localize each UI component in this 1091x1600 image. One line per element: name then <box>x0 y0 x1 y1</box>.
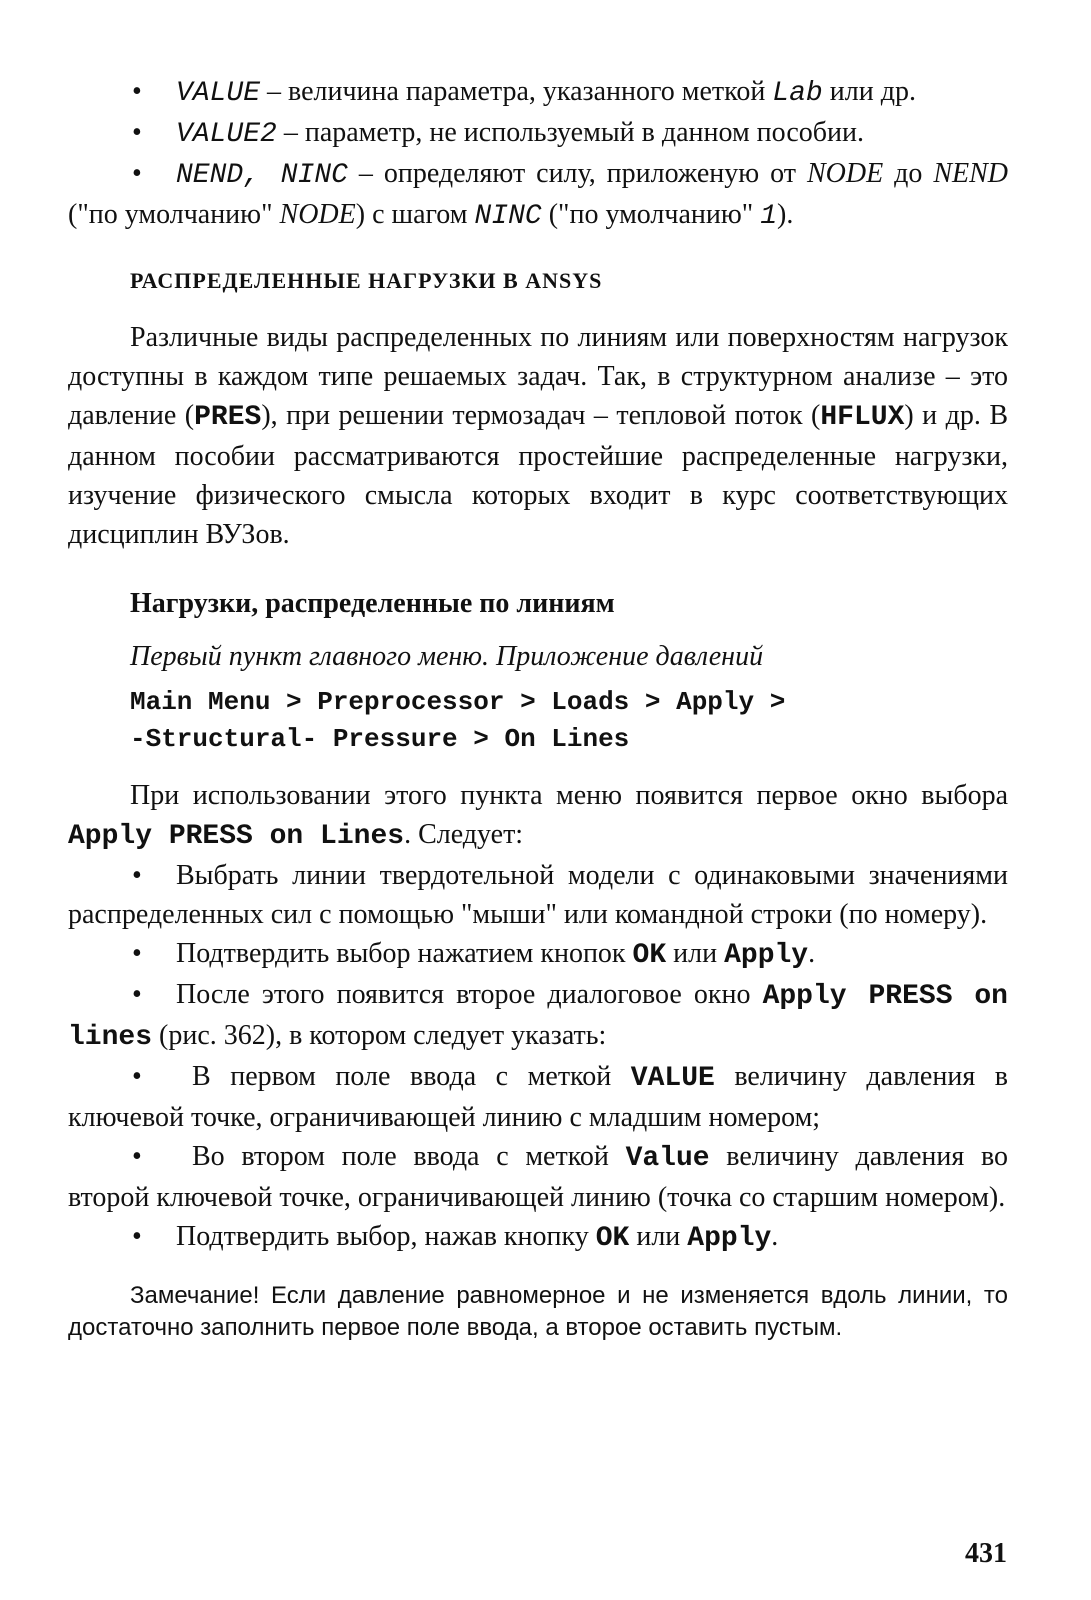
bullet-text: ("по умолчанию" <box>68 199 280 230</box>
bullet-dot: • <box>132 938 142 969</box>
code-apply: Apply <box>687 1223 772 1254</box>
step-text: В первом поле ввода с меткой <box>192 1061 631 1092</box>
code-apply-press-lines: Apply PRESS on lines <box>68 981 1008 1053</box>
separator: – <box>260 76 289 107</box>
bullet-text: до <box>883 158 934 189</box>
step-text: величину давления в ключевой точке, ограничивающей линию с младшим номером; <box>68 1061 1008 1133</box>
bullet-dot: • <box>132 158 142 189</box>
bullet-dot: • <box>132 860 142 891</box>
bullet-dot: • <box>132 1141 142 1172</box>
code-apply: Apply <box>724 940 809 971</box>
bullet-dot: • <box>132 1221 142 1252</box>
code-hflux: HFLUX <box>820 402 905 433</box>
separator: – <box>276 117 305 148</box>
step-text: или <box>629 1221 688 1252</box>
step-item <box>68 934 1008 975</box>
step-text: Подтвердить выбор, нажав кнопку <box>176 1221 596 1252</box>
bullet-value <box>68 72 1008 113</box>
bullet-dot: • <box>132 979 142 1010</box>
term-value: VALUE <box>176 78 261 109</box>
bullet-text: параметр, не используемый в данном пособии. <box>304 117 864 148</box>
code-ok: OK <box>632 940 667 971</box>
menu-path <box>68 684 1008 758</box>
code-ok: OK <box>595 1223 630 1254</box>
step-item <box>68 975 1008 1057</box>
bullet-text: ) с шагом <box>355 199 475 230</box>
term-node: NODE <box>806 158 884 189</box>
step-text: Во втором поле ввода с меткой <box>192 1141 626 1172</box>
paragraph-text: Различные виды распределенных по линиям или поверхностям нагрузок доступны в каждом типе решаемых задач. Так, в структурном анализе – это давление ( <box>68 322 1008 431</box>
page-number: 431 <box>965 1538 1007 1569</box>
bullet-value2 <box>68 113 1008 154</box>
step-text: (рис. 362), в котором следует указать: <box>152 1020 607 1051</box>
remark-note: Замечание! Если давление равномерное и не изменяется вдоль линии, то достаточно заполнить первое поле ввода, а второе оставить пустым. <box>68 1282 1008 1341</box>
code-apply-press: Apply PRESS on Lines <box>68 821 405 852</box>
step-text: . <box>771 1221 779 1252</box>
step-text: или <box>666 938 725 969</box>
menu-path-line: Main Menu > Preprocessor > Loads > Apply > <box>130 687 786 717</box>
menu-note: Первый пункт главного меню. Приложение давлений <box>130 641 764 672</box>
code-pres: PRES <box>194 402 262 433</box>
term-node: NODE <box>279 199 356 230</box>
paragraph-text: . Следует: <box>404 819 524 850</box>
bullet-text: ). <box>777 199 794 230</box>
bullet-text: или др. <box>822 76 916 107</box>
paragraph-text: При использовании этого пункта меню появится первое окно выбора <box>130 780 1008 811</box>
term-nend: NEND <box>933 158 1008 189</box>
step-text: величину давления во второй ключевой точке, ограничивающей линию (точка со старшим номером). <box>68 1141 1008 1213</box>
term-value2: VALUE2 <box>176 119 277 150</box>
bullet-dot: • <box>132 1061 142 1092</box>
page-body <box>68 72 1008 1344</box>
section-paragraph <box>68 318 1008 554</box>
bullet-text: величина параметра, указанного меткой <box>288 76 773 107</box>
bullet-text: – определяют силу, приложеную от <box>347 158 807 189</box>
bullet-text: ("по умолчанию" <box>541 199 761 230</box>
code-value-label: VALUE <box>630 1063 715 1094</box>
bullet-nend-ninc <box>68 154 1008 236</box>
term-ninc: NINC <box>474 201 542 232</box>
step-text: После этого появится второе диалоговое окно <box>176 979 763 1010</box>
term-one: 1 <box>760 201 778 232</box>
step-item <box>68 1137 1008 1217</box>
intro-paragraph <box>68 776 1008 856</box>
code-lab: Lab <box>772 78 823 109</box>
term-nend-ninc: NEND, NINC <box>176 160 348 191</box>
step-item <box>68 856 1008 934</box>
subsection-heading: Нагрузки, распределенные по линиям <box>130 588 615 619</box>
step-item <box>68 1217 1008 1258</box>
code-value-label: Value <box>625 1143 710 1174</box>
paragraph-text: ) и др. В данном пособии рассматриваются простейшие распределенные нагрузки, изучение физического смысла которых входит в курс соответствующих дисциплин ВУЗов. <box>68 400 1008 550</box>
menu-path-line: -Structural- Pressure > On Lines <box>130 724 630 754</box>
bullet-dot: • <box>132 117 142 148</box>
paragraph-text: ), при решении термозадач – тепловой поток ( <box>261 400 821 431</box>
step-text: Выбрать линии твердотельной модели с одинаковыми значениями распределенных сил с помощью "мыши" или командной строки (по номеру). <box>68 860 1008 930</box>
step-text: . <box>808 938 816 969</box>
section-heading: РАСПРЕДЕЛЕННЫЕ НАГРУЗКИ В ANSYS <box>130 268 603 293</box>
bullet-dot: • <box>132 76 142 107</box>
step-item <box>68 1057 1008 1137</box>
step-text: Подтвердить выбор нажатием кнопок <box>176 938 633 969</box>
